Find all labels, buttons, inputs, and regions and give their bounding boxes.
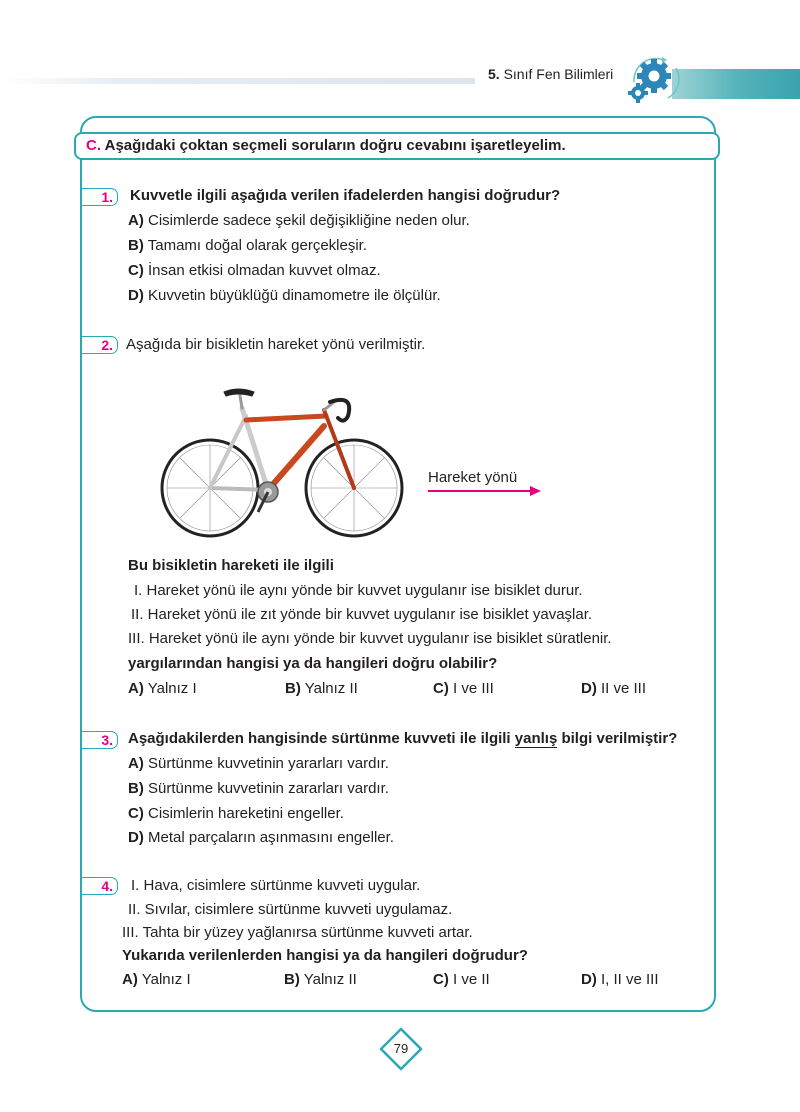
question-number-4: 4. (80, 877, 118, 895)
header-rule (0, 78, 475, 84)
q1-option-b[interactable]: B) Tamamı doğal olarak gerçekleşir. (128, 237, 367, 254)
q4-statement-3: III. Tahta bir yüzey yağlanırsa sürtünme kuvveti artar. (122, 924, 473, 941)
section-letter: C. (86, 137, 101, 154)
section-title (74, 132, 720, 160)
gears-icon (624, 52, 686, 106)
q4-option-a[interactable]: A) Yalnız I (122, 971, 191, 988)
q4-option-d[interactable]: D) I, II ve III (581, 971, 659, 988)
q2-statement-1: I. Hareket yönü ile aynı yönde bir kuvvet uygulanır ise bisiklet durur. (134, 582, 583, 599)
q2-statement-2: II. Hareket yönü ile zıt yönde bir kuvvet uygulanır ise bisiklet yavaşlar. (131, 606, 593, 623)
header-bar (672, 69, 800, 99)
q2-option-b[interactable]: B) Yalnız II (285, 680, 358, 697)
q2-statement-3: III. Hareket yönü ile aynı yönde bir kuvvet uygulanır ise bisiklet süratlenir. (128, 630, 612, 647)
q3-option-d[interactable]: D) Metal parçaların aşınmasını engeller. (128, 829, 394, 846)
q2-option-a[interactable]: A) Yalnız I (128, 680, 197, 697)
q4-statement-2: II. Sıvılar, cisimlere sürtünme kuvveti uygulamaz. (128, 901, 453, 918)
page-number-badge (378, 1026, 424, 1072)
q4-statement-1: I. Hava, cisimlere sürtünme kuvveti uygular. (131, 877, 421, 894)
question-3-stem: Aşağıdakilerden hangisinde sürtünme kuvveti ile ilgili yanlış bilgi verilmiştir? (128, 730, 678, 747)
header-grade: 5. (488, 66, 500, 82)
bicycle-image (158, 380, 408, 542)
page-number: 79 (393, 1041, 409, 1056)
direction-arrow-icon (428, 484, 544, 496)
q4-option-c[interactable]: C) I ve II (433, 971, 490, 988)
question-2-stem: Aşağıda bir bisikletin hareket yönü verilmiştir. (126, 336, 426, 353)
q4-question: Yukarıda verilenlerden hangisi ya da hangileri doğrudur? (122, 947, 528, 964)
q2-intro: Bu bisikletin hareketi ile ilgili (128, 557, 334, 574)
q4-option-b[interactable]: B) Yalnız II (284, 971, 357, 988)
q1-option-d[interactable]: D) Kuvvetin büyüklüğü dinamometre ile ölçülür. (128, 287, 441, 304)
question-number-1: 1. (80, 188, 118, 206)
q3-option-a[interactable]: A) Sürtünme kuvvetinin yararları vardır. (128, 755, 389, 772)
q2-option-c[interactable]: C) I ve III (433, 680, 494, 697)
q3-option-c[interactable]: C) Cisimlerin hareketini engeller. (128, 805, 344, 822)
q3-option-b[interactable]: B) Sürtünme kuvvetinin zararları vardır. (128, 780, 389, 797)
section-title-text: Aşağıdaki çoktan seçmeli soruların doğru cevabını işaretleyelim. (104, 137, 566, 154)
q1-option-a[interactable]: A) Cisimlerde sadece şekil değişikliğine neden olur. (128, 212, 470, 229)
header-title (488, 66, 613, 82)
direction-label: Hareket yönü (428, 469, 518, 486)
q2-option-d[interactable]: D) II ve III (581, 680, 647, 697)
q2-question: yargılarından hangisi ya da hangileri doğru olabilir? (128, 655, 498, 672)
q1-option-c[interactable]: C) İnsan etkisi olmadan kuvvet olmaz. (128, 262, 381, 279)
emphasis-word: yanlış (514, 730, 558, 747)
question-number-3: 3. (80, 731, 118, 749)
header-subject: Sınıf Fen Bilimleri (503, 66, 614, 82)
question-number-2: 2. (80, 336, 118, 354)
question-1-stem: Kuvvetle ilgili aşağıda verilen ifadelerden hangisi doğrudur? (130, 187, 561, 204)
